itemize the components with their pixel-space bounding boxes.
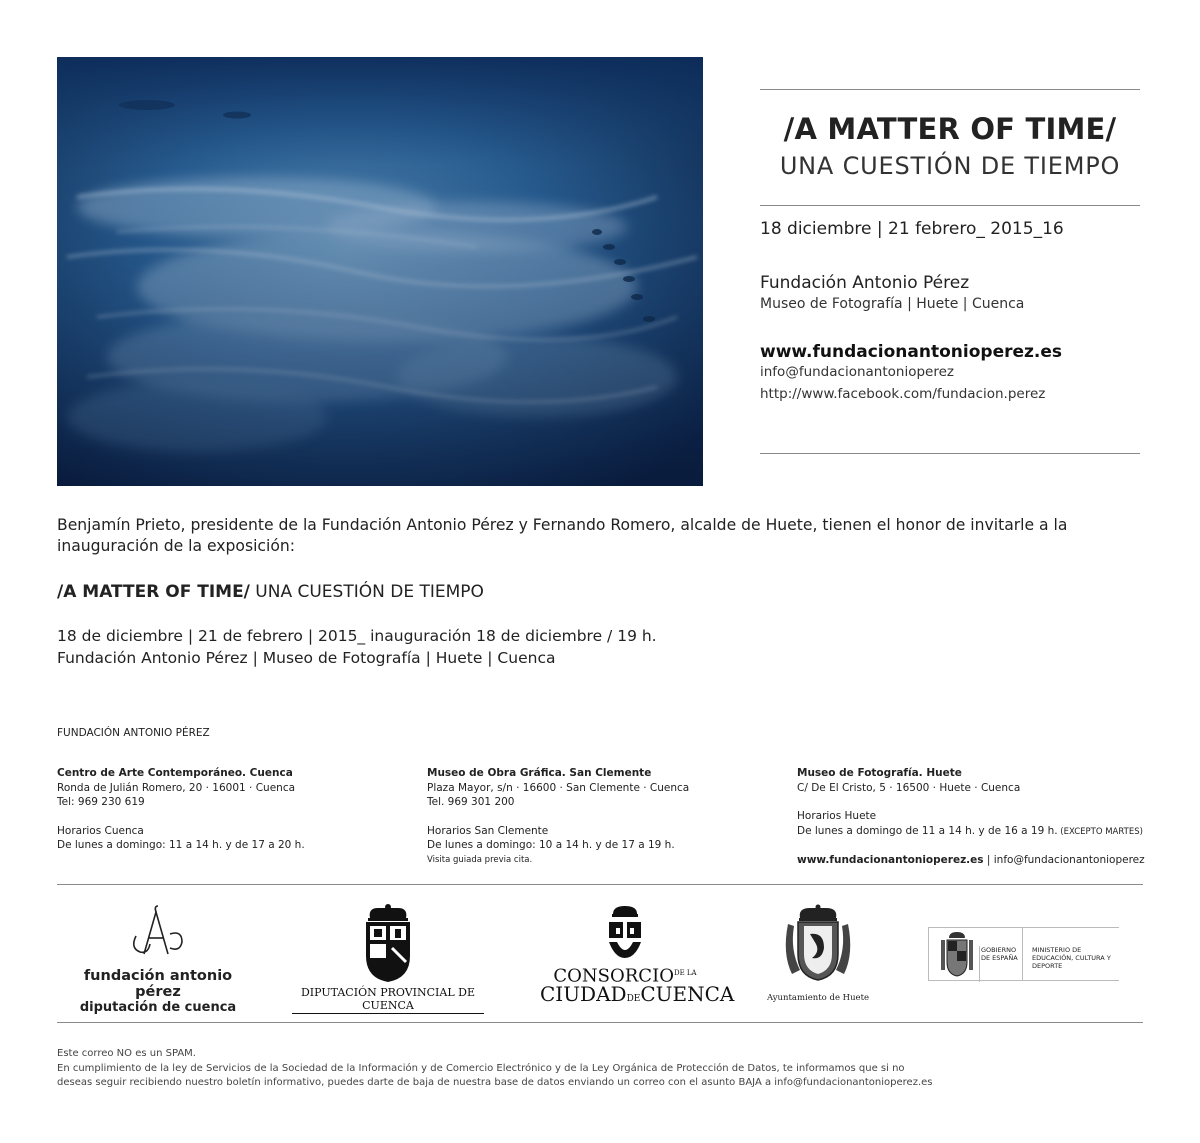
center-web-link[interactable]: www.fundacionantonioperez.es — [797, 854, 984, 866]
gobierno-label: GOBIERNO DE ESPAÑA — [981, 946, 1018, 962]
invitation-text: Benjamín Prieto, presidente de la Fundación Antonio Pérez y Fernando Romero, alcalde de Huete, tienen el honor de invitarle a la inauguración de la exposición: — [57, 516, 1068, 555]
foundation-name: Fundación Antonio Pérez — [760, 273, 970, 293]
ministerio-divider-2 — [1022, 927, 1023, 980]
ministerio-divider — [979, 946, 980, 982]
consorcio-cuenca: CUENCA — [640, 982, 735, 1007]
center-hours-text: De lunes a domingo de 11 a 14 h. y de 16 a 19 h. — [797, 824, 1058, 837]
logo-diputacion — [292, 904, 484, 1012]
diputacion-label: DIPUTACIÓN PROVINCIAL DE CUENCA — [292, 986, 484, 1014]
center-address: C/ De El Cristo, 5 · 16500 · Huete · Cuenca — [797, 781, 1021, 794]
center-phone: Tel. 969 301 200 — [427, 796, 515, 808]
website-link[interactable]: www.fundacionantonioperez.es — [760, 342, 1063, 362]
diputacion-shield-icon — [292, 904, 484, 982]
divider-footer-top — [57, 884, 1143, 885]
center-email-link[interactable]: | info@fundacionantonioperez — [983, 854, 1145, 866]
facebook-link[interactable]: http://www.facebook.com/fundacion.perez — [760, 386, 1046, 402]
consorcio-emblem-icon — [540, 904, 710, 960]
center-hours: De lunes a domingo: 11 a 14 h. y de 17 a 20 h. — [57, 839, 305, 851]
consorcio-ciudad: CIUDAD — [540, 982, 627, 1007]
email-link[interactable]: info@fundacionantonioperez — [760, 364, 954, 380]
invitation-dates: 18 de diciembre | 21 de febrero | 2015_ inauguración 18 de diciembre / 19 h. — [57, 627, 657, 645]
divider-mid — [760, 205, 1140, 206]
logo-fundacion-antonio-perez — [78, 904, 238, 1015]
ministerio-label: MINISTERIO DE EDUCACIÓN, CULTURA Y DEPORTE — [1032, 946, 1111, 970]
divider-top — [760, 89, 1140, 90]
fap-line2: diputación de cuenca — [79, 1000, 237, 1015]
center-name: Museo de Fotografía. Huete — [797, 767, 962, 779]
legal-notice — [57, 1047, 1157, 1091]
consorcio-word: CONSORCIO — [553, 965, 674, 987]
center-name: Centro de Arte Contemporáneo. Cuenca — [57, 767, 293, 779]
org-name: FUNDACIÓN ANTONIO PÉREZ — [57, 727, 210, 739]
consorcio-text — [540, 964, 735, 1009]
exhibition-photo — [57, 57, 703, 486]
spain-shield-icon — [937, 930, 977, 978]
divider-bottom — [760, 453, 1140, 454]
fap-line1: fundación antonio pérez — [83, 968, 233, 1000]
logo-ayuntamiento-huete — [766, 904, 870, 1004]
huete-coat-of-arms-icon — [766, 904, 870, 984]
invitation-title — [57, 582, 484, 602]
invitation-place: Fundación Antonio Pérez | Museo de Fotografía | Huete | Cuenca — [57, 649, 556, 667]
consorcio-de-la: DE LA — [673, 969, 697, 977]
center-huete — [797, 766, 1145, 868]
center-hours — [797, 824, 1145, 840]
center-san-clemente — [427, 766, 689, 867]
title-en: /A MATTER OF TIME/ — [783, 112, 1117, 146]
center-contact — [797, 853, 1145, 868]
center-hours: De lunes a domingo: 10 a 14 h. y de 17 a 19 h. — [427, 839, 675, 851]
legal-line-3: deseas seguir recibiendo nuestro boletín informativo, puedes darte de baja de nuestra base de datos enviando un correo con el asunto BAJA a info@fundacionantonioperez.es — [57, 1077, 933, 1088]
logo-ministerio — [928, 927, 1119, 981]
consorcio-de: DE — [626, 994, 641, 1005]
center-hours-title: Horarios Huete — [797, 810, 877, 822]
divider-footer-bottom — [57, 1022, 1143, 1023]
sea-image — [57, 57, 703, 486]
center-address: Ronda de Julián Romero, 20 · 16001 · Cuenca — [57, 781, 296, 794]
legal-line-2: En cumplimiento de la ley de Servicios de la Sociedad de la Información y de Comercio Electrónico y de la Ley Orgánica de Protección de Datos, te informamos que si no — [57, 1062, 905, 1074]
invitation-title-bold: /A MATTER OF TIME/ — [57, 582, 250, 602]
center-phone: Tel: 969 230 619 — [57, 796, 145, 808]
center-hours-title: Horarios San Clemente — [427, 824, 549, 837]
center-hours-note: (EXCEPTO MARTES) — [1057, 826, 1143, 837]
fap-monogram-icon — [78, 904, 238, 962]
logo-consorcio — [540, 904, 735, 1007]
legal-line-1: Este correo NO es un SPAM. — [57, 1048, 196, 1059]
title-es: UNA CUESTIÓN DE TIEMPO — [779, 152, 1121, 180]
center-cuenca — [57, 766, 305, 853]
center-note: Visita guiada previa cita. — [427, 854, 533, 865]
ayuntamiento-label: Ayuntamiento de Huete — [766, 993, 870, 1003]
invitation-title-rest: UNA CUESTIÓN DE TIEMPO — [249, 582, 484, 602]
center-hours-title: Horarios Cuenca — [57, 824, 144, 837]
center-name: Museo de Obra Gráfica. San Clemente — [427, 767, 652, 779]
museum-line: Museo de Fotografía | Huete | Cuenca — [760, 296, 1025, 312]
exhibition-dates: 18 diciembre | 21 febrero_ 2015_16 — [760, 219, 1064, 239]
center-address: Plaza Mayor, s/n · 16600 · San Clemente · Cuenca — [427, 781, 690, 794]
